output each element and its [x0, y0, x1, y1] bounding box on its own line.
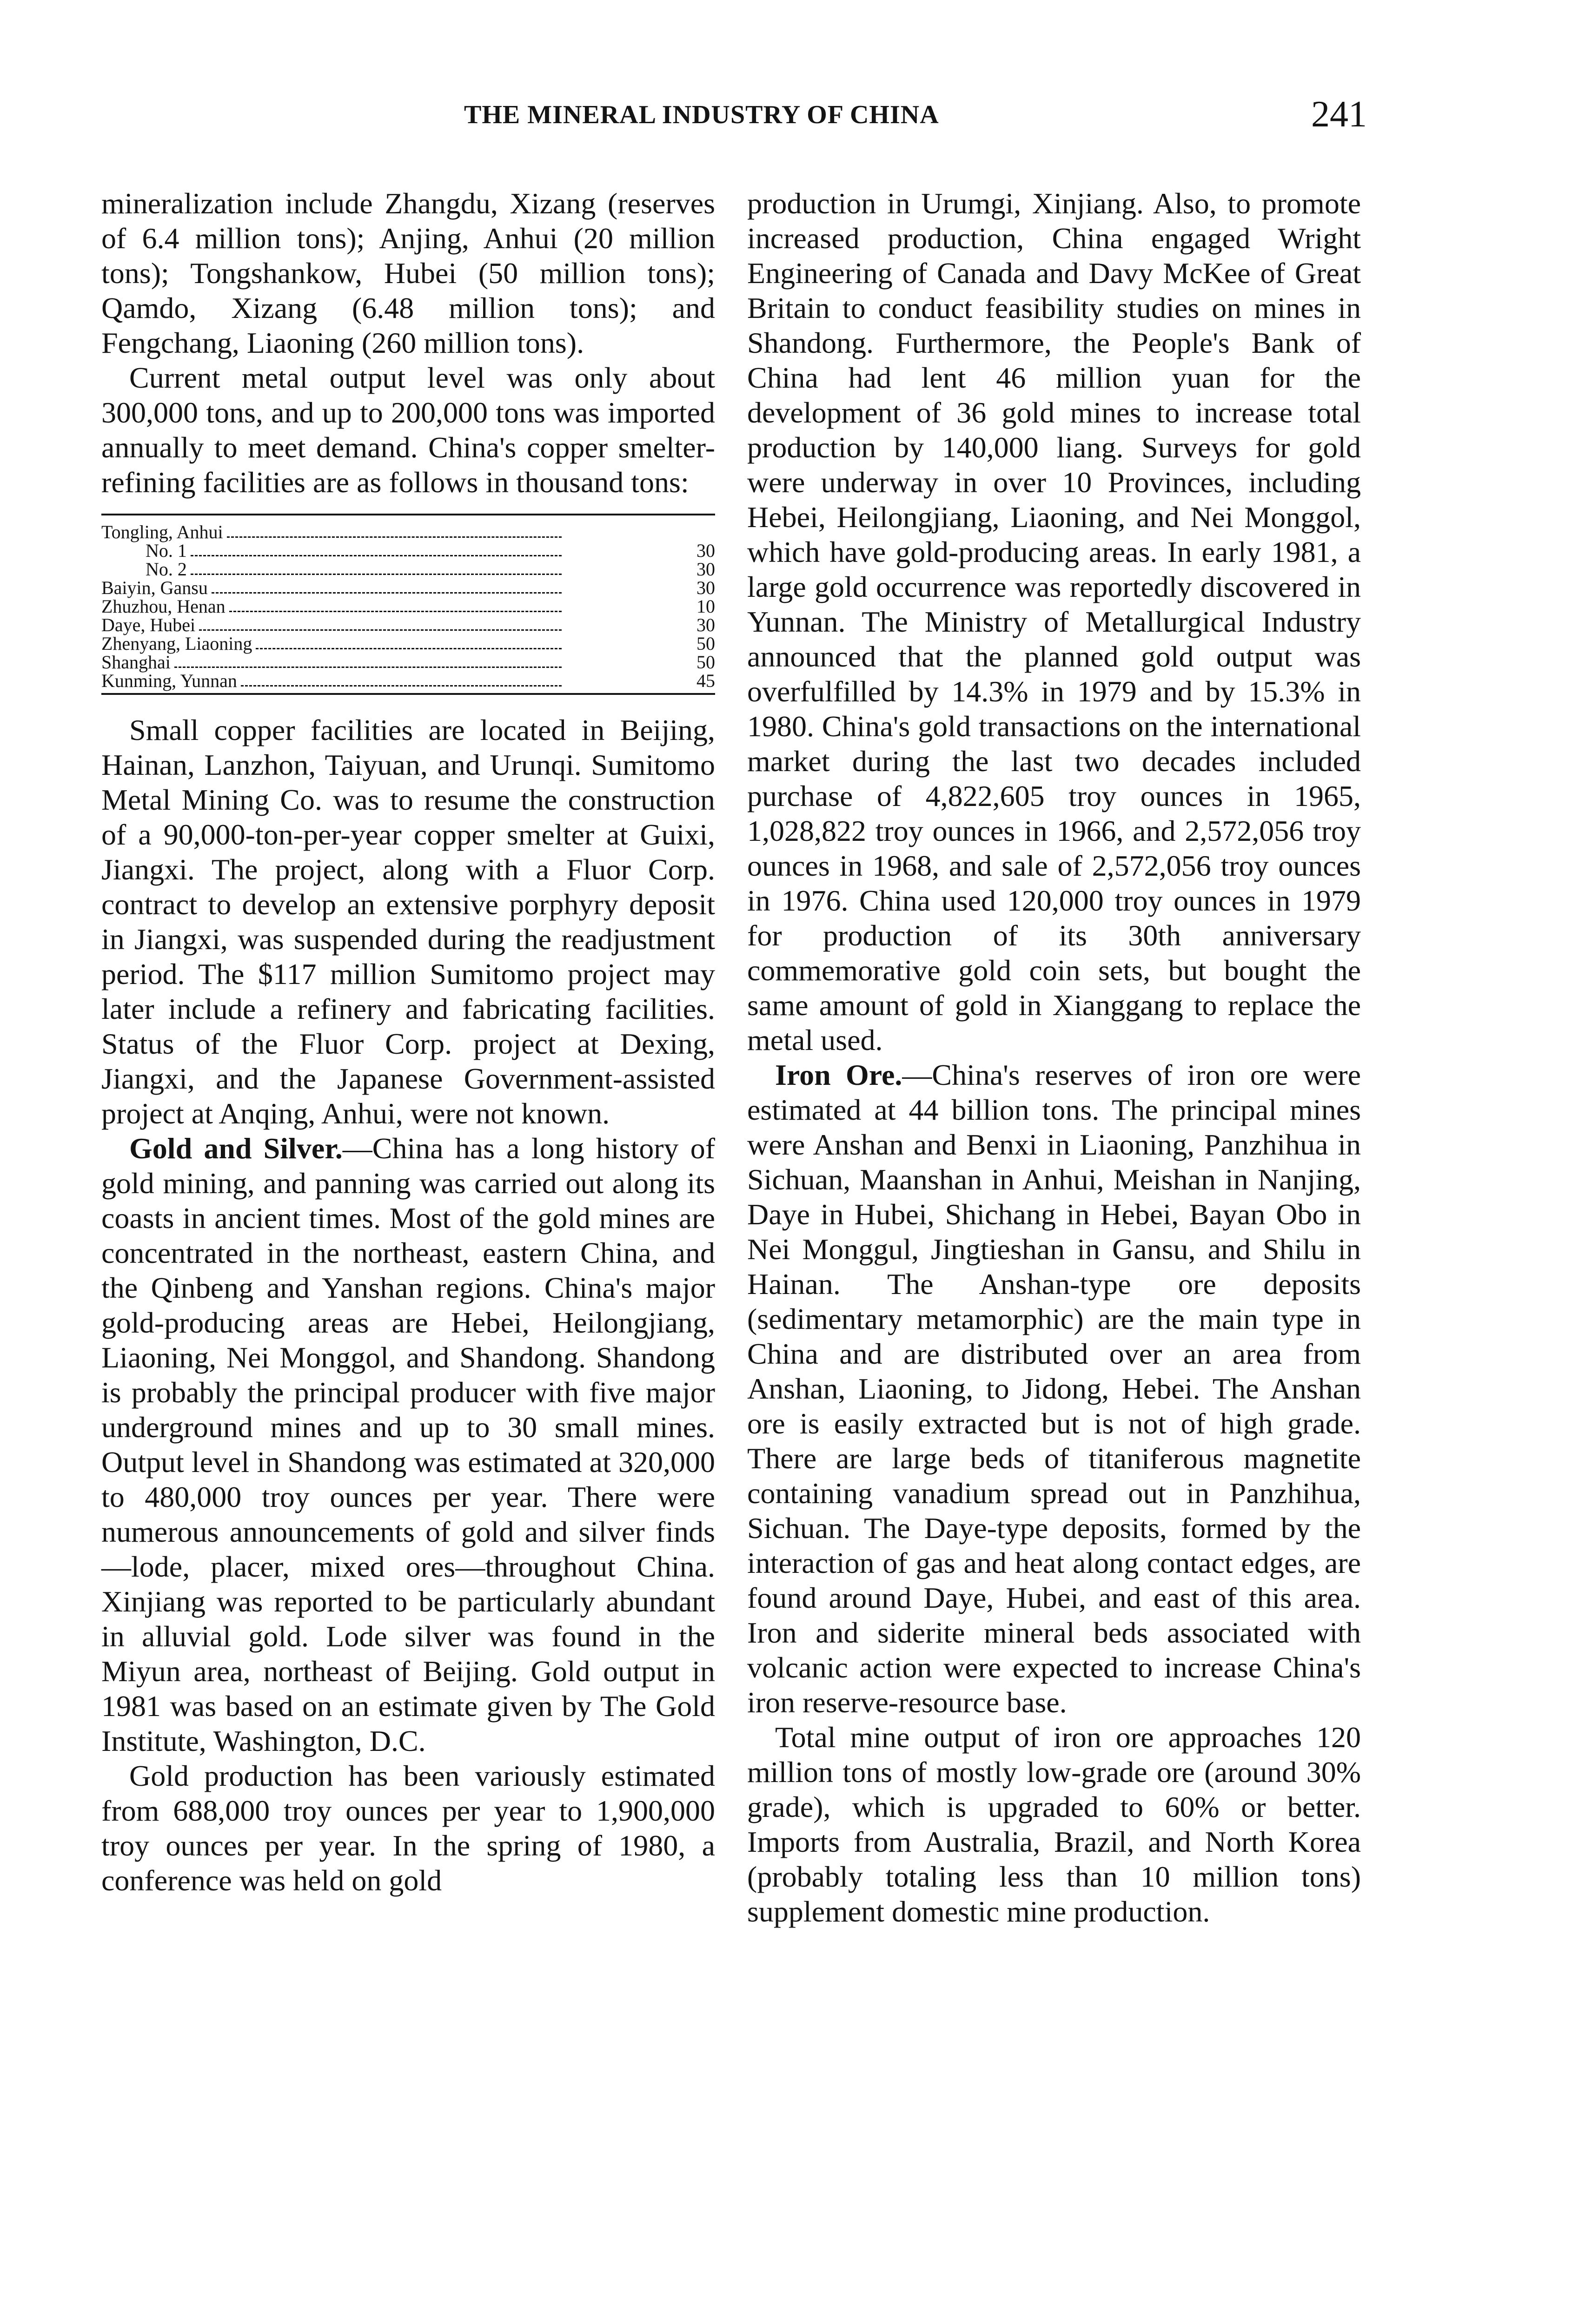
table-row: [101, 672, 715, 694]
table-row: [101, 515, 715, 541]
facility-name: Zhuzhou, Henan: [101, 596, 225, 617]
table-row: [101, 634, 715, 653]
paragraph: Small copper facilities are located in Beijing, Hainan, Lanzhon, Taiyuan, and Urunqi. Sumitomo Metal Mining Co. was to resume the construction of a 90,000-ton-per-year copper smelter at Guixi, Jiangxi. The project, along with a Fluor Corp. contract to develop an extensive porphyry deposit in Jiangxi, was suspended during the readjustment period. The $117 million Sumitomo project may later include a refinery and fabricating facilities. Status of the Fluor Corp. project at Dexing, Jiangxi, and the Japanese Government-assisted project at Anqing, Anhui, were not known.: [101, 713, 715, 1130]
capacity-value: 45: [696, 670, 715, 691]
capacity-value: 10: [696, 596, 715, 617]
paragraph: mineralization include Zhangdu, Xizang (reserves of 6.4 million tons); Anjing, Anhui (20 million tons); Tongshankow, Hubei (50 million tons); Qamdo, Xizang (6.48 million tons); and Fengchang, Liaoning (260 million tons).: [101, 187, 715, 359]
capacity-value: 30: [696, 559, 715, 580]
section-heading: Gold and Silver.: [129, 1132, 343, 1165]
paragraph: production in Urumgi, Xinjiang. Also, to promote increased production, China engaged Wright Engineering of Canada and Davy McKee of Great Britain to conduct feasibility studies on mines in Shandong. Furthermore, the People's Bank of China had lent 46 million yuan for the development of 36 gold mines to increase total production by 140,000 liang. Surveys for gold were underway in over 10 Provinces, including Hebei, Heilongjiang, Liaoning, and Nei Monggol, which have gold-producing areas. In early 1981, a large gold occurrence was reportedly discovered in Yunnan. The Ministry of Metallurgical Industry announced that the planned gold output was overfulfilled by 14.3% in 1979 and by 15.3% in 1980. China's gold transactions on the international market during the last two decades included purchase of 4,822,605 troy ounces in 1965, 1,028,822 troy ounces in 1966, and 2,572,056 troy ounces in 1968, and sale of 2,572,056 troy ounces in 1976. China used 120,000 troy ounces in 1979 for production of its 30th anniversary commemorative gold coin sets, but bought the same amount of gold in Xianggang to replace the metal used.: [747, 187, 1361, 1056]
capacity-value: 30: [696, 577, 715, 598]
table-row: [101, 597, 715, 616]
paragraph: [747, 1057, 1361, 1720]
facility-name: Zhenyang, Liaoning: [101, 633, 252, 654]
capacity-value: 30: [696, 614, 715, 635]
paragraph-text: —China's reserves of iron ore were estimated at 44 billion tons. The principal mines were Anshan and Benxi in Liaoning, Panzhihua in Sichuan, Maanshan in Anhui, Meishan in Nanjing, Daye in Hubei, Shichang in Hebei, Bayan Obo in Nei Monggul, Jingtieshan in Gansu, and Shilu in Hainan. The Anshan-type ore deposits (sedimentary metamorphic) are the main type in China and are distributed over an area from Anshan, Liaoning, to Jidong, Hebei. The Anshan ore is easily extracted but is not of high grade. There are large beds of titaniferous magnetite containing vanadium spread out in Panzhihua, Sichuan. The Daye-type deposits, formed by the interaction of gas and heat along contact edges, are found around Daye, Hubei, and east of this area. Iron and siderite mineral beds associated with volcanic action were expected to increase China's iron reserve-resource base.: [747, 1058, 1361, 1719]
table-row: [101, 616, 715, 634]
paragraph: Gold production has been variously estimated from 688,000 troy ounces per year to 1,900,000 troy ounces per year. In the spring of 1980, a conference was held on gold: [101, 1759, 715, 1897]
page-number: 241: [1311, 94, 1367, 135]
facility-name: No. 2: [146, 559, 187, 580]
left-column: [101, 186, 715, 1898]
facility-name: Baiyin, Gansu: [101, 577, 208, 598]
table-row: [101, 653, 715, 672]
capacity-value: 50: [696, 652, 715, 673]
capacity-value: [683, 515, 715, 541]
smelter-table: [101, 514, 715, 695]
table-row: [101, 541, 715, 560]
page-header: [0, 94, 1585, 142]
table-row: [101, 560, 715, 579]
facility-name: Kunming, Yunnan: [101, 670, 237, 691]
right-column: [747, 186, 1361, 1929]
paragraph: Total mine output of iron ore approaches 120 million tons of mostly low-grade ore (around 30% grade), which is upgraded to 60% or better. Imports from Australia, Brazil, and North Korea (probably totaling less than 10 million tons) supplement domestic mine production.: [747, 1721, 1361, 1928]
facility-name: Tongling, Anhui: [101, 522, 223, 542]
paragraph: Current metal output level was only about 300,000 tons, and up to 200,000 tons was imported annually to meet demand. China's copper smelter-refining facilities are as follows in thousand tons:: [101, 361, 715, 499]
facility-name: No. 1: [146, 540, 187, 561]
section-heading: Iron Ore.: [775, 1058, 902, 1091]
capacity-value: 30: [696, 540, 715, 561]
running-title: THE MINERAL INDUSTRY OF CHINA: [464, 100, 939, 129]
facility-name: Daye, Hubei: [101, 614, 196, 635]
facility-name: Shanghai: [101, 652, 171, 673]
table-row: [101, 579, 715, 597]
paragraph-text: —China has a long history of gold mining, and panning was carried out along its coasts in ancient times. Most of the gold mines are concentrated in the northeast, eastern China, and the Qinbeng and Yanshan regions. China's major gold-producing areas are Hebei, Heilongjiang, Liaoning, Nei Monggol, and Shandong. Shandong is probably the principal producer with five major underground mines and up to 30 small mines. Output level in Shandong was estimated at 320,000 to 480,000 troy ounces per year. There were numerous announcements of gold and silver finds—lode, placer, mixed ores—throughout China. Xinjiang was reported to be particularly abundant in alluvial gold. Lode silver was found in the Miyun area, northeast of Beijing. Gold output in 1981 was based on an estimate given by The Gold Institute, Washington, D.C.: [101, 1132, 715, 1757]
capacity-value: 50: [696, 633, 715, 654]
paragraph: [101, 1131, 715, 1758]
